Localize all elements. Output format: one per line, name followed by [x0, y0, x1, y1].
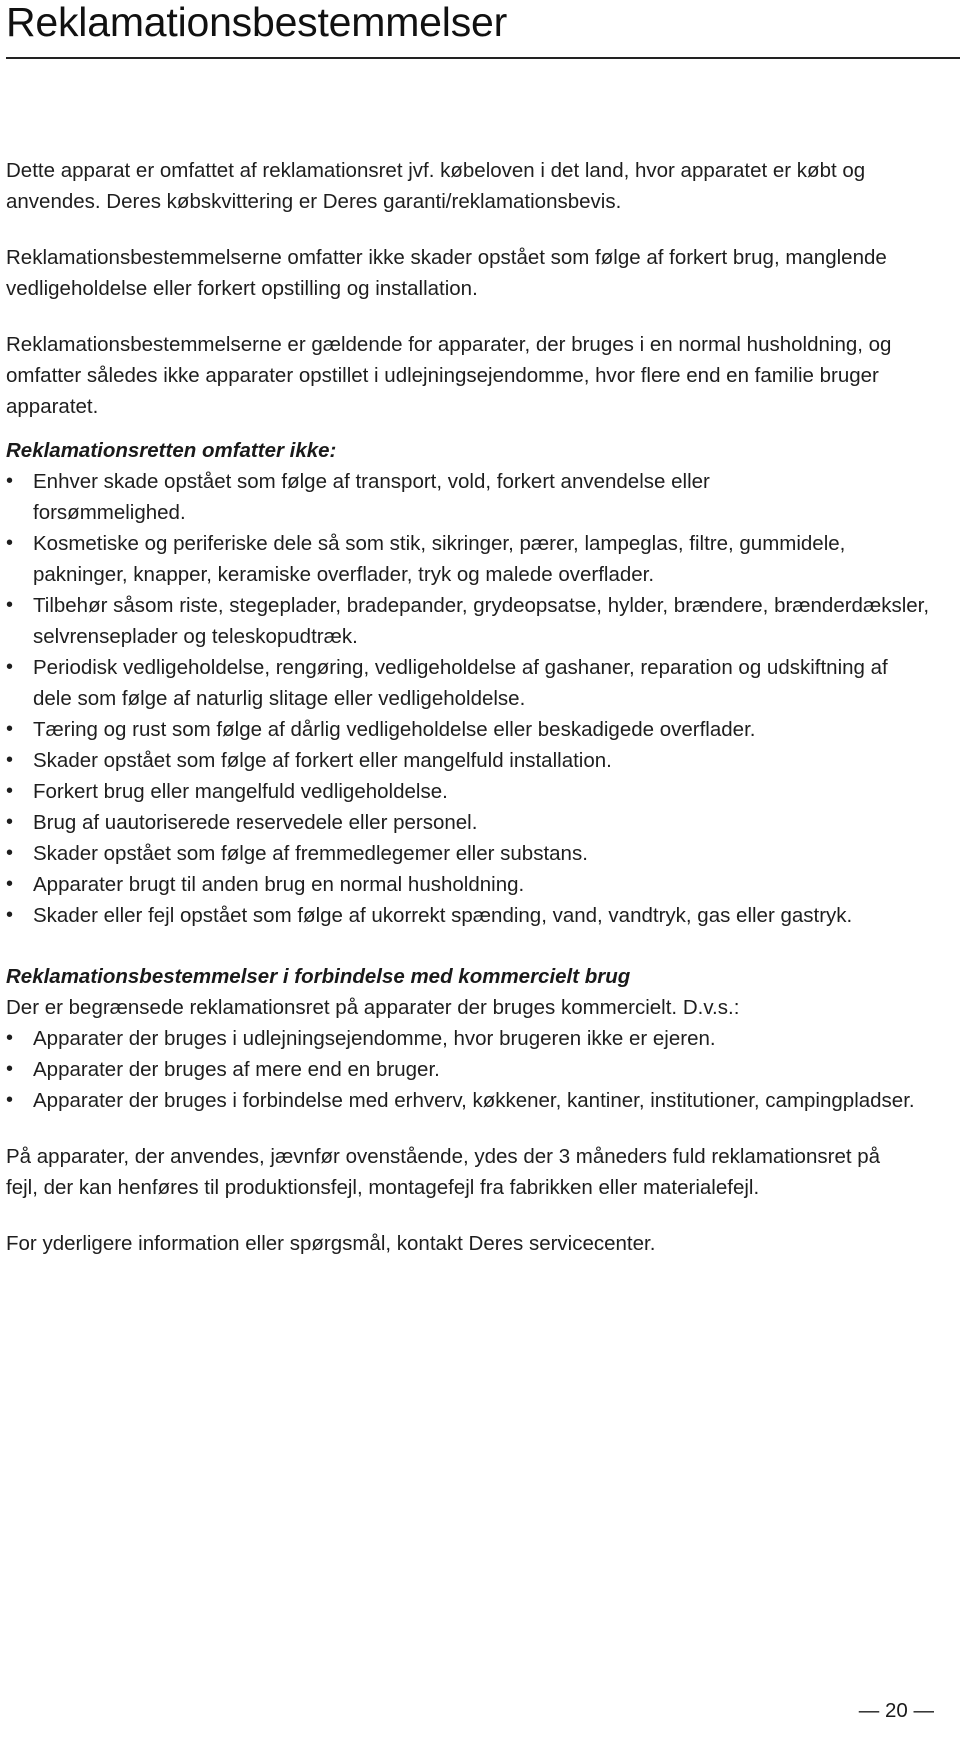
- contact-wrapper: [6, 1228, 954, 1259]
- list-item: [6, 590, 943, 652]
- bullet-icon: •: [6, 904, 14, 926]
- list-item-text: Forkert brug eller mangelfuld vedligeholdelse.: [33, 780, 448, 803]
- bullet-icon: •: [6, 718, 14, 740]
- intro-paragraph-wrapper: [6, 155, 954, 217]
- bullet-icon: •: [6, 656, 14, 678]
- bullet-icon: •: [6, 532, 14, 554]
- list-item: [6, 869, 953, 900]
- list-item-text: Apparater der bruges i forbindelse med erhverv, køkkener, kantiner, institutioner, campingpladser.: [33, 1089, 915, 1112]
- list-item-text: Skader eller fejl opstået som følge af ukorrekt spænding, vand, vandtryk, gas eller gastryk.: [33, 904, 853, 927]
- bullet-icon: •: [6, 1058, 14, 1080]
- contact-paragraph: For yderligere information eller spørgsmål, kontakt Deres servicecenter.: [6, 1232, 656, 1255]
- bullet-icon: •: [6, 594, 14, 616]
- bullet-icon: •: [6, 470, 14, 492]
- bullet-icon: •: [6, 842, 14, 864]
- list-item-text: Apparater der bruges af mere end en bruger.: [33, 1058, 440, 1081]
- commercial-section: [6, 961, 954, 1116]
- document-page: [6, 0, 954, 1259]
- list-item: [6, 528, 943, 590]
- page-title: Reklamationsbestemmelser: [6, 0, 508, 45]
- list-item: [6, 466, 833, 528]
- list-item-text: Skader opstået som følge af forkert eller mangelfuld installation.: [33, 749, 612, 772]
- bullet-icon: •: [6, 811, 14, 833]
- list-item-text: Periodisk vedligeholdelse, rengøring, vedligeholdelse af gashaner, reparation og udskiftning af dele som følge af naturlig slitage eller vedligeholdelse.: [33, 656, 888, 710]
- list-item: [6, 776, 953, 807]
- title-divider: [6, 57, 960, 59]
- list-item-text: Enhver skade opstået som følge af transport, vold, forkert anvendelse eller forsømmelighed.: [33, 470, 710, 524]
- commercial-heading: Reklamationsbestemmelser i forbindelse med kommercielt brug: [6, 965, 631, 988]
- list-item-text: Apparater der bruges i udlejningsejendomme, hvor brugeren ikke er ejeren.: [33, 1027, 716, 1050]
- bullet-icon: •: [6, 1027, 14, 1049]
- exclusions-paragraph-wrapper: [6, 242, 954, 304]
- bullet-icon: •: [6, 873, 14, 895]
- list-item-text: Kosmetiske og periferiske dele så som stik, sikringer, pærer, lampeglas, filtre, gummidele, pakninger, knapper, keramiske overflader, tryk og malede overflader.: [33, 532, 846, 586]
- list-item: [6, 1054, 953, 1085]
- page-number: — 20 —: [858, 1699, 934, 1722]
- list-item: [6, 745, 953, 776]
- list-item-text: Brug af uautoriserede reservedele eller personel.: [33, 811, 478, 834]
- not-covered-list: [6, 466, 954, 931]
- scope-paragraph: Reklamationsbestemmelserne er gældende for apparater, der bruges i en normal husholdning, og omfatter således ikke apparater opstillet i udlejningsejendomme, hvor flere end en familie bruger apparatet.: [6, 333, 892, 418]
- not-covered-heading: Reklamationsretten omfatter ikke:: [6, 439, 337, 462]
- list-item-text: Apparater brugt til anden brug en normal husholdning.: [33, 873, 525, 896]
- exclusions-paragraph: Reklamationsbestemmelserne omfatter ikke skader opstået som følge af forkert brug, manglende vedligeholdelse eller forkert opstilling og installation.: [6, 246, 887, 300]
- list-item: [6, 714, 953, 745]
- bullet-icon: •: [6, 749, 14, 771]
- list-item-text: Tilbehør såsom riste, stegeplader, bradepander, grydeopsatse, hylder, brændere, brænderdæksler, selvrenseplader og teleskopudtræk.: [33, 594, 930, 648]
- bullet-icon: •: [6, 1089, 14, 1111]
- commercial-list: [6, 1023, 954, 1116]
- commercial-intro: Der er begrænsede reklamationsret på apparater der bruges kommercielt. D.v.s.:: [6, 996, 740, 1019]
- list-item-text: Tæring og rust som følge af dårlig vedligeholdelse eller beskadigede overflader.: [33, 718, 756, 741]
- list-item: [6, 807, 953, 838]
- commercial-note-wrapper: [6, 1141, 954, 1203]
- scope-paragraph-wrapper: [6, 329, 954, 422]
- list-item: [6, 1085, 933, 1116]
- intro-paragraph: Dette apparat er omfattet af reklamationsret jvf. købeloven i det land, hvor apparatet er købt og anvendes. Deres købskvittering er Deres garanti/reklamationsbevis.: [6, 159, 866, 213]
- bullet-icon: •: [6, 780, 14, 802]
- list-item: [6, 652, 913, 714]
- list-item: [6, 1023, 953, 1054]
- list-item-text: Skader opstået som følge af fremmedlegemer eller substans.: [33, 842, 588, 865]
- list-item: [6, 838, 953, 869]
- commercial-note: På apparater, der anvendes, jævnfør ovenstående, ydes der 3 måneders fuld reklamationsret på fejl, der kan henføres til produktionsfejl, montagefejl fra fabrikken eller materialefejl.: [6, 1145, 881, 1199]
- list-item: [6, 900, 893, 931]
- not-covered-section: [6, 435, 954, 931]
